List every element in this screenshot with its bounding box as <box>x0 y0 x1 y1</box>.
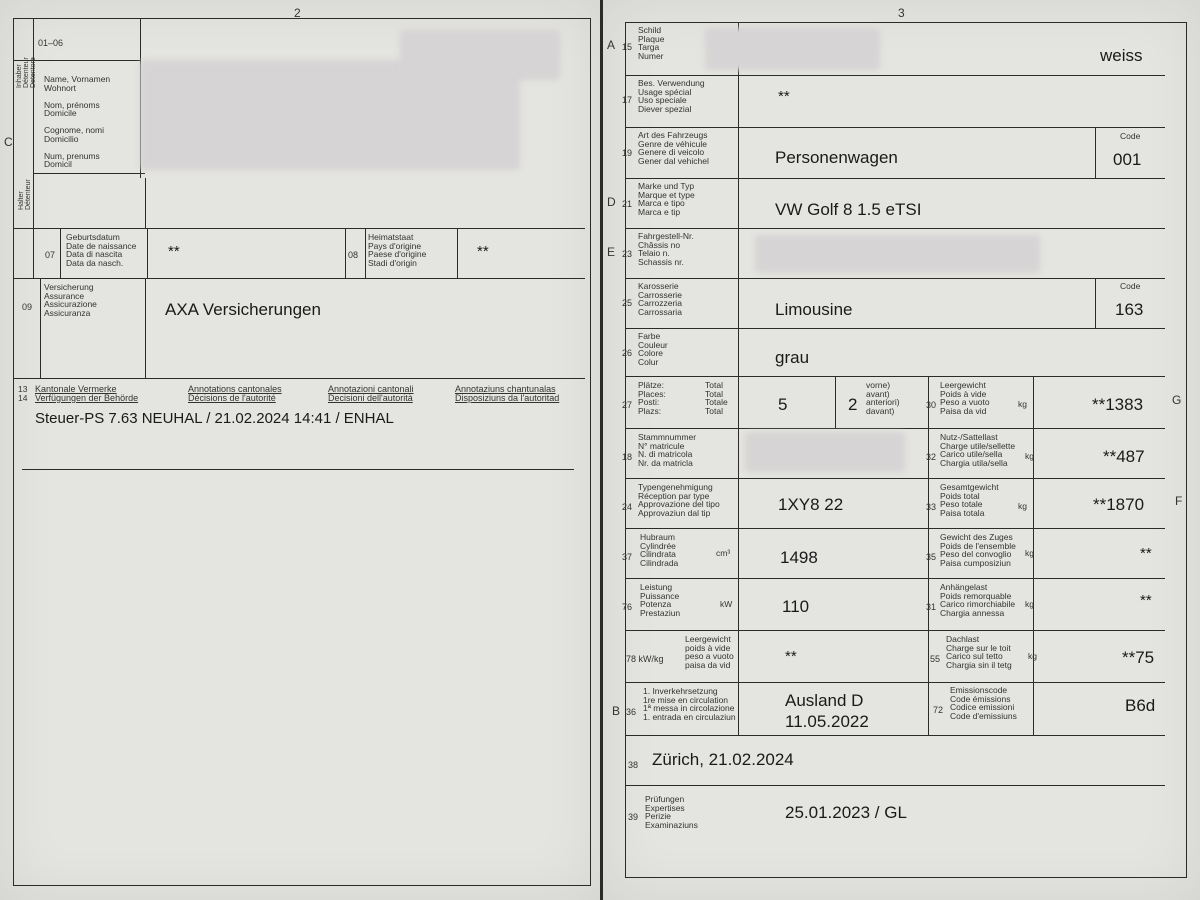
redacted-plate <box>705 28 880 70</box>
empty-weight-unit: kg <box>1018 399 1027 409</box>
birth-label: Geburtsdatum Date de naissance Data di nascita Data da nasch. <box>66 232 137 268</box>
trailer-num: 31 <box>926 602 937 612</box>
notes-nums: 13 14 <box>18 384 28 403</box>
total-weight-value: **1870 <box>1093 495 1145 514</box>
emission-label: Emissionscode Code émissions Codice emissioni Code d'emissiuns <box>950 685 1017 721</box>
birth-num: 07 <box>45 250 56 260</box>
roof-unit: kg <box>1028 651 1037 661</box>
first-reg-value-line2: 11.05.2022 <box>785 712 869 731</box>
letter-f: F <box>1175 494 1183 508</box>
displacement-unit: cm³ <box>716 548 731 558</box>
seats-label: Plätze: Places: Posti: Plazs: <box>638 380 666 416</box>
stamm-num: 18 <box>622 452 633 462</box>
letter-a: A <box>607 38 616 52</box>
train-weight-value: ** <box>1140 545 1152 562</box>
birth-value: ** <box>168 243 180 260</box>
type-label: Art des Fahrzeugs Genre de véhicule Genere di veicolo Gener dal vehichel <box>638 130 709 166</box>
home-label: Heimatstaat Pays d'origine Paese d'origine Stadi d'origin <box>368 232 427 268</box>
approval-num: 24 <box>622 502 633 512</box>
place-date-num: 38 <box>628 760 639 770</box>
train-weight-num: 35 <box>926 552 937 562</box>
body-label: Karosserie Carrosserie Carrozzeria Carrossaria <box>638 281 682 317</box>
power-unit: kW <box>720 599 733 609</box>
roof-num: 55 <box>930 654 941 664</box>
total-weight-unit: kg <box>1018 501 1027 511</box>
trailer-label: Anhängelast Poids remorquable Carico rimorchiabile Chargia annessa <box>940 582 1016 618</box>
total-weight-num: 33 <box>926 502 937 512</box>
insurance-label: Versicherung Assurance Assicurazione Assicuranza <box>44 282 97 318</box>
type-code: 001 <box>1113 150 1142 169</box>
make-value: VW Golf 8 1.5 eTSI <box>775 200 922 219</box>
body-num: 25 <box>622 298 633 308</box>
field-01-06: 01–06 <box>38 38 64 48</box>
insurance-num: 09 <box>22 302 33 312</box>
displacement-value: 1498 <box>780 548 818 567</box>
chassis-label: Fahrgestell-Nr. Châssis no Telaio n. Schassis nr. <box>638 231 694 267</box>
usage-value: ** <box>778 88 790 105</box>
displacement-num: 37 <box>622 552 633 562</box>
trailer-unit: kg <box>1025 599 1034 609</box>
first-reg-value-line1: Ausland D <box>785 691 864 710</box>
approval-label: Typengenehmigung Réception par type Approvazione del tipo Approvaziun dal tip <box>638 482 720 518</box>
seats-front-label: vorne) avant) anteriori) davant) <box>866 380 900 416</box>
train-weight-unit: kg <box>1025 548 1034 558</box>
seats-front-value: 2 <box>848 395 858 414</box>
first-reg-num: 36 <box>626 707 637 717</box>
body-code: 163 <box>1115 300 1144 319</box>
notes-header-rm: Annotaziuns chantunalas Disposiziuns da l'autoritad <box>455 384 560 403</box>
notes-header-de: Kantonale Vermerke Verfügungen der Behörde <box>35 384 139 403</box>
power-num: 76 <box>622 602 633 612</box>
empty-weight-label: Leergewicht Poids à vide Peso a vuoto Paisa da vid <box>940 380 990 416</box>
stamm-label: Stammnummer N° matricule N. di matricola Nr. da matricla <box>638 432 697 468</box>
ratio-value: ** <box>785 648 797 665</box>
holder-side-label-bottom: Halter Détenteur <box>18 179 32 210</box>
usage-num: 17 <box>622 95 633 105</box>
payload-num: 32 <box>926 452 937 462</box>
type-code-label: Code <box>1120 131 1141 141</box>
home-value: ** <box>477 243 489 260</box>
body-value: Limousine <box>775 300 853 319</box>
left-page-number: 2 <box>294 6 301 20</box>
redacted-chassis <box>755 235 1040 273</box>
plate-label: Schild Plaque Targa Numer <box>638 25 665 61</box>
color-label: Farbe Couleur Colore Colur <box>638 331 668 367</box>
notes-text: Steuer-PS 7.63 NEUHAL / 21.02.2024 14:41 / ENHAL <box>35 410 394 427</box>
home-num: 08 <box>348 250 359 260</box>
payload-value: **487 <box>1103 447 1145 466</box>
make-label: Marke und Typ Marque et type Marca e tipo Marca e tip <box>638 181 695 217</box>
body-code-label: Code <box>1120 281 1141 291</box>
roof-label: Dachlast Charge sur le toit Carico sul tetto Chargia sin il tetg <box>946 634 1012 670</box>
empty-weight-num: 30 <box>926 400 937 410</box>
plate-num: 15 <box>622 42 633 52</box>
notes-header-fr: Annotations cantonales Décisions de l'autorité <box>188 384 282 403</box>
approval-value: 1XY8 22 <box>778 495 844 514</box>
redacted-holder-top <box>400 30 560 80</box>
make-num: 21 <box>622 199 633 209</box>
holder-side-label-top: Inhaber Détenteur Detentore <box>16 57 37 88</box>
payload-unit: kg <box>1025 451 1034 461</box>
inspection-value: 25.01.2023 / GL <box>785 803 907 822</box>
letter-c: C <box>4 135 13 149</box>
seats-num: 27 <box>622 400 633 410</box>
trailer-value: ** <box>1140 592 1152 609</box>
letter-d: D <box>607 195 616 209</box>
total-weight-label: Gesamtgewicht Poids total Peso totale Paisa totala <box>940 482 999 518</box>
empty-weight-value: **1383 <box>1092 395 1144 414</box>
payload-label: Nutz-/Sattellast Charge utile/sellette Carico utile/sella Chargia utila/sella <box>940 432 1016 468</box>
letter-b: B <box>612 704 621 718</box>
color-num: 26 <box>622 348 633 358</box>
right-page-number: 3 <box>898 6 905 20</box>
holder-name-labels: Name, Vornamen Wohnort Nom, prénoms Domicile Cognome, nomi Domicilio Num, prenums Domicil <box>44 74 111 169</box>
letter-g: G <box>1172 393 1182 407</box>
seats-value: 5 <box>778 395 788 414</box>
inspection-num: 39 <box>628 812 639 822</box>
roof-value: **75 <box>1122 648 1155 667</box>
seats-total-label: Total Total Totale Total <box>705 380 728 416</box>
ratio-num: 78 kW/kg <box>626 654 664 664</box>
emission-num: 72 <box>933 705 944 715</box>
ratio-label: Leergewicht poids à vide peso a vuoto paisa da vid <box>685 634 734 670</box>
first-reg-label: 1. Inverkehrsetzung 1re mise en circulation 1ª messa in circolazione 1. entrada en circulaziun <box>643 686 736 722</box>
displacement-label: Hubraum Cylindrée Cilindrata Cilindrada <box>640 532 679 568</box>
train-weight-label: Gewicht des Zuges Poids de l'ensemble Peso del convoglio Paisa cumposiziun <box>940 532 1016 568</box>
type-num: 19 <box>622 148 633 158</box>
chassis-num: 23 <box>622 249 633 259</box>
type-value: Personenwagen <box>775 148 898 167</box>
power-label: Leistung Puissance Potenza Prestaziun <box>640 582 681 618</box>
emission-value: B6d <box>1125 696 1156 715</box>
inspection-label: Prüfungen Expertises Perizie Examinaziuns <box>645 794 698 830</box>
insurance-value: AXA Versicherungen <box>165 300 321 319</box>
redacted-stamm <box>745 432 905 472</box>
usage-label: Bes. Verwendung Usage spécial Uso speciale Diever spezial <box>638 78 705 114</box>
plate-value: weiss <box>1100 46 1143 65</box>
notes-header-it: Annotazioni cantonali Decisioni dell'autorità <box>328 384 414 403</box>
place-date-value: Zürich, 21.02.2024 <box>652 750 794 769</box>
power-value: 110 <box>782 597 810 616</box>
letter-e: E <box>607 245 616 259</box>
color-value: grau <box>775 348 810 367</box>
